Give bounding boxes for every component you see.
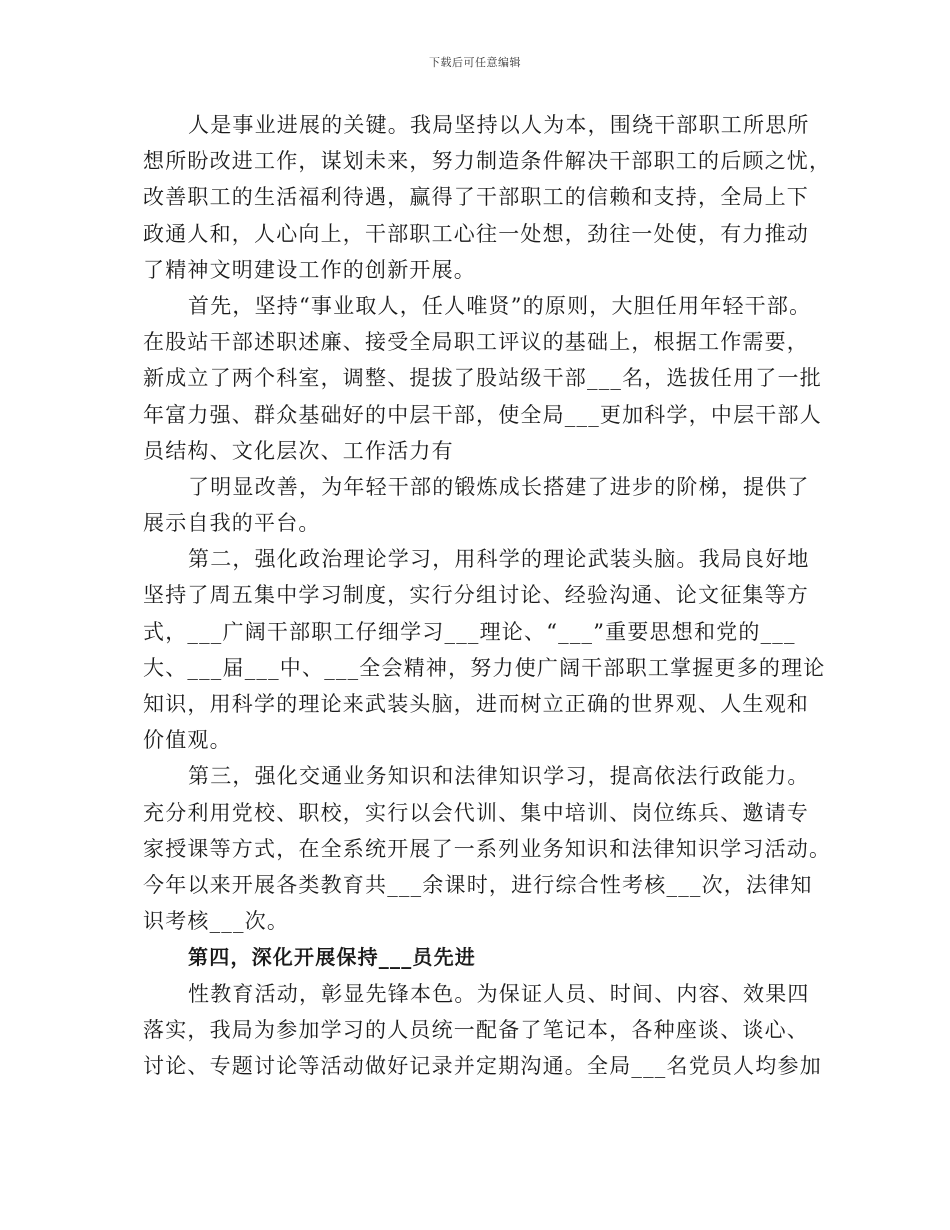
paragraph-line: 式，___广阔干部职工仔细学习___理论、“___”重要思想和党的___	[143, 619, 796, 644]
paragraph-line: 改善职工的生活福利待遇，赢得了干部职工的信赖和支持，全局上下	[143, 185, 809, 210]
paragraph-line: 政通人和，人心向上，干部职工心往一处想，劲往一处使，有力推动	[143, 221, 809, 246]
paragraph-line: 年富力强、群众基础好的中层干部，使全局___更加科学，中层干部人	[143, 402, 822, 427]
paragraph-line: 识考核___次。	[143, 909, 290, 934]
paragraph-line: 了精神文明建设工作的创新开展。	[143, 257, 476, 282]
paragraph-line: 坚持了周五集中学习制度，实行分组讨论、经验沟通、论文征集等方	[143, 583, 809, 608]
paragraph-line: 第三，强化交通业务知识和法律知识学习，提高依法行政能力。	[188, 764, 810, 789]
document-body	[143, 107, 833, 1084]
paragraph-line: 知识，用科学的理论来武装头脑，进而树立正确的世界观、人生观和	[143, 692, 809, 716]
paragraph-line: 性教育活动，彰显先锋本色。为保证人员、时间、内容、效果四	[188, 981, 810, 1006]
page-header: 下载后可任意编辑	[429, 56, 521, 69]
paragraph-line: 落实，我局为参加学习的人员统一配备了笔记本，各种座谈、谈心、	[143, 1017, 809, 1042]
paragraph-line: 家授课等方式，在全系统开展了一系列业务知识和法律知识学习活动。	[143, 836, 832, 861]
paragraph-line: 员结构、文化层次、工作活力有	[143, 438, 454, 463]
paragraph-line: 新成立了两个科室，调整、提拔了股站级干部___名，选拔任用了一批	[143, 366, 822, 391]
paragraph-line: 价值观。	[143, 728, 232, 753]
paragraph-line: 展示自我的平台。	[143, 511, 321, 536]
paragraph-line: 了明显改善，为年轻干部的锻炼成长搭建了进步的阶梯，提供了	[188, 474, 810, 499]
paragraph-line: 人是事业进展的关键。我局坚持以人为本，围绕干部职工所思所	[188, 113, 810, 137]
paragraph-line: 首先，坚持“事业取人，任人唯贤”的原则，大胆任用年轻干部。	[188, 293, 812, 318]
paragraph-line: 今年以来开展各类教育共___余课时，进行综合性考核___次，法律知	[143, 872, 813, 897]
paragraph-line: 讨论、专题讨论等活动做好记录并定期沟通。全局___名党员人均参加	[143, 1053, 822, 1078]
paragraph-line: 在股站干部述职述廉、接受全局职工评议的基础上，根据工作需要，	[143, 330, 809, 355]
paragraph-line: 第二，强化政治理论学习，用科学的理论武装头脑。我局良好地	[188, 547, 810, 572]
section-heading: 第四，深化开展保持___员先进	[188, 945, 476, 970]
paragraph-line: 大、___届___中、___全会精神，努力使广阔干部职工掌握更多的理论	[143, 655, 826, 680]
paragraph-line: 充分利用党校、职校，实行以会代训、集中培训、岗位练兵、邀请专	[143, 800, 809, 825]
paragraph-line: 想所盼改进工作，谋划未来，努力制造条件解决干部职工的后顾之忧，	[143, 149, 832, 174]
